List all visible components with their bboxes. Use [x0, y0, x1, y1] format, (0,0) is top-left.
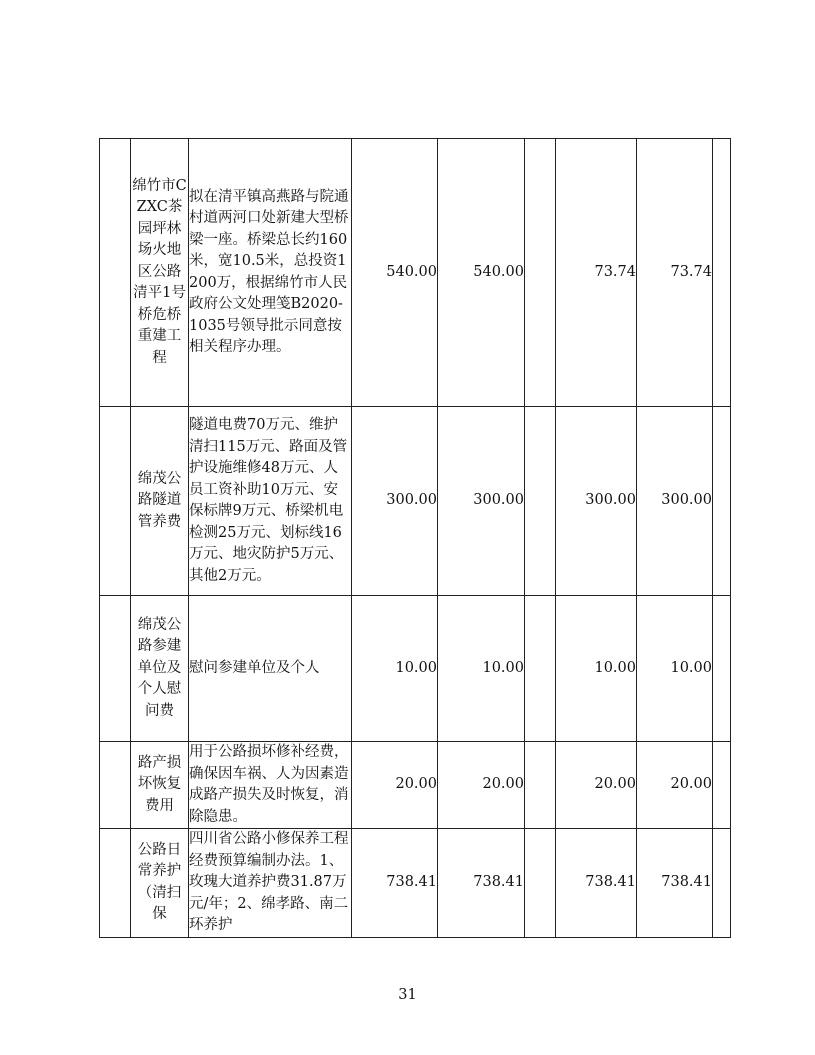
- amount-cell: 540.00: [352, 139, 438, 407]
- category-cell: [100, 829, 131, 938]
- amount-cell: 738.41: [556, 829, 637, 938]
- amount-cell: [525, 742, 556, 829]
- amount-cell: [525, 139, 556, 407]
- amount-cell: [525, 596, 556, 742]
- table-row: [100, 596, 731, 742]
- amount-cell: 738.41: [637, 829, 713, 938]
- amount-cell: 73.74: [556, 139, 637, 407]
- project-name: 绵茂公路隧道管养费: [131, 407, 189, 596]
- amount-cell: 20.00: [556, 742, 637, 829]
- amount-cell: 10.00: [352, 596, 438, 742]
- amount-cell: [713, 139, 731, 407]
- amount-cell: 20.00: [637, 742, 713, 829]
- amount-cell: 300.00: [438, 407, 525, 596]
- project-name: 绵茂公路参建单位及个人慰问费: [131, 596, 189, 742]
- budget-table-container: [99, 138, 730, 938]
- amount-cell: 300.00: [637, 407, 713, 596]
- amount-cell: [525, 829, 556, 938]
- category-cell: [100, 742, 131, 829]
- amount-cell: 73.74: [637, 139, 713, 407]
- amount-cell: 300.00: [352, 407, 438, 596]
- project-name: 路产损坏恢复费用: [131, 742, 189, 829]
- table-row: [100, 139, 731, 407]
- amount-cell: 10.00: [556, 596, 637, 742]
- category-cell: [100, 407, 131, 596]
- amount-cell: 300.00: [556, 407, 637, 596]
- table-row: [100, 829, 731, 938]
- amount-cell: [713, 742, 731, 829]
- category-cell: [100, 139, 131, 407]
- table-row: [100, 742, 731, 829]
- amount-cell: 10.00: [438, 596, 525, 742]
- category-cell: [100, 596, 131, 742]
- amount-cell: 540.00: [438, 139, 525, 407]
- project-description: 四川省公路小修保养工程经费预算编制办法。1、玫瑰大道养护费31.87万元/年；2、绵孝路、南二环养护: [189, 829, 352, 938]
- amount-cell: 20.00: [352, 742, 438, 829]
- budget-table: [99, 138, 731, 938]
- amount-cell: [713, 829, 731, 938]
- table-row: [100, 407, 731, 596]
- project-description: 拟在清平镇高燕路与院通村道两河口处新建大型桥梁一座。桥梁总长约160米，宽10.5米，总投资1200万，根据绵竹市人民政府公文处理笺B2020-1035号领导批示同意按相关程序办理。: [189, 139, 352, 407]
- project-name: 绵竹市CZXC茶园坪林场火地区公路清平1号桥危桥重建工程: [131, 139, 189, 407]
- amount-cell: 10.00: [637, 596, 713, 742]
- amount-cell: [525, 407, 556, 596]
- amount-cell: 20.00: [438, 742, 525, 829]
- amount-cell: [713, 596, 731, 742]
- project-description: 慰问参建单位及个人: [189, 596, 352, 742]
- amount-cell: 738.41: [438, 829, 525, 938]
- amount-cell: 738.41: [352, 829, 438, 938]
- amount-cell: [713, 407, 731, 596]
- project-name: 公路日常养护（清扫保: [131, 829, 189, 938]
- page-number: 31: [398, 987, 417, 1003]
- project-description: 隧道电费70万元、维护清扫115万元、路面及管护设施维修48万元、人员工资补助10万元、安保标牌9万元、桥梁机电检测25万元、划标线16万元、地灾防护5万元、其他2万元。: [189, 407, 352, 596]
- project-description: 用于公路损坏修补经费，确保因车祸、人为因素造成路产损失及时恢复，消除隐患。: [189, 742, 352, 829]
